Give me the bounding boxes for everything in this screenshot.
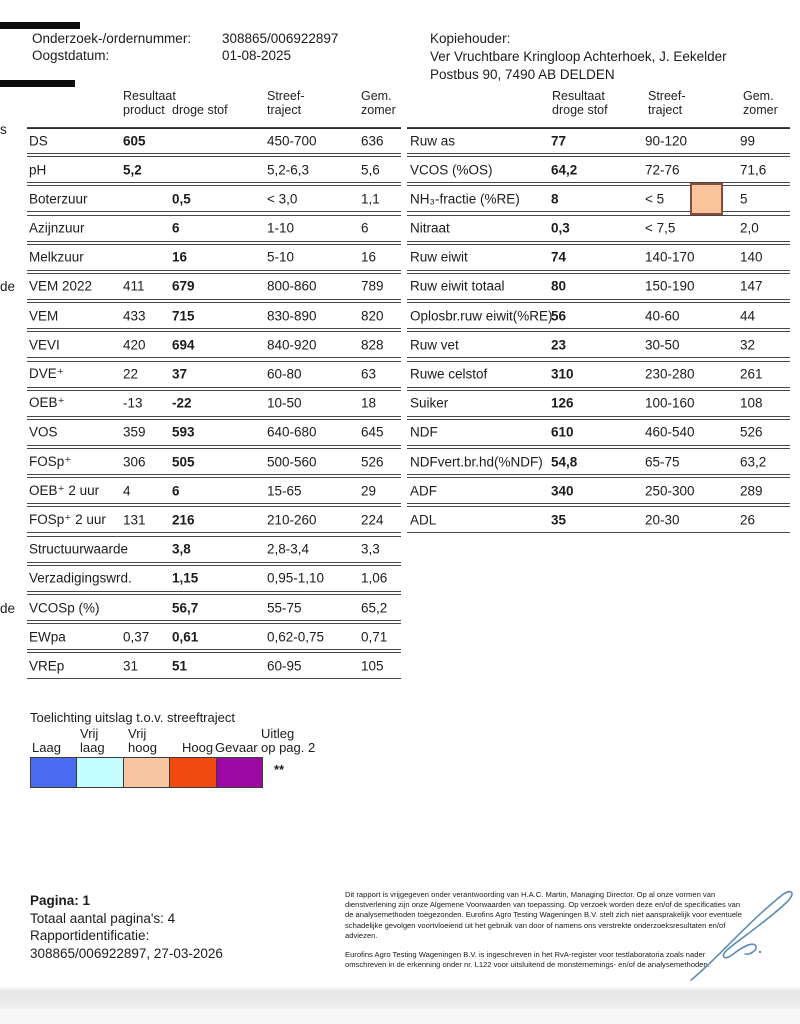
value-summer-average: 18 <box>361 395 377 411</box>
value-target-range: 60-80 <box>267 366 302 382</box>
value-target-range: 0,62-0,75 <box>267 629 325 645</box>
value-dry-matter: 593 <box>172 424 195 440</box>
harvest-date-value: 01-08-2025 <box>222 48 292 63</box>
copyholder-label: Kopiehouder: <box>430 31 511 46</box>
value-summer-average: 65,2 <box>361 600 388 615</box>
value-dry-matter: -22 <box>172 395 192 411</box>
row-label: Ruw vet <box>410 337 459 353</box>
value-target-range: 450-700 <box>267 133 317 148</box>
table-row <box>27 536 401 563</box>
value-target-range: 0,95-1,10 <box>267 570 325 586</box>
value-summer-average: 636 <box>361 133 384 148</box>
legend-swatches <box>30 757 263 788</box>
table-row <box>27 594 401 621</box>
row-label: OEB⁺ <box>29 395 65 411</box>
table-row <box>27 215 401 242</box>
table-row <box>407 302 790 329</box>
table-row <box>407 506 790 533</box>
table-row <box>27 361 401 388</box>
row-label: DVE⁺ <box>29 366 64 381</box>
value-target-range: 640-680 <box>267 424 317 440</box>
value-product: 5,2 <box>123 162 142 178</box>
row-label: Structuurwaarde <box>29 541 129 557</box>
legend-label-hoog-2: hoog <box>128 740 157 755</box>
value-dry-matter: 310 <box>551 366 574 382</box>
page-bottom-band <box>0 992 800 1009</box>
col-header-avg1: Gem. <box>361 89 392 103</box>
col-header-product: product <box>123 103 165 117</box>
total-pages: Totaal aantal pagina's: 4 <box>30 910 176 926</box>
col-header-avg1: Gem. <box>743 89 774 103</box>
value-target-range: < 7,5 <box>645 220 676 236</box>
value-dry-matter: 23 <box>551 337 567 353</box>
row-label: Oplosbr.ruw eiwit(%RE) <box>410 308 553 324</box>
value-dry-matter: 56,7 <box>172 600 199 615</box>
row-label: VCOS (%OS) <box>410 162 493 178</box>
signature-image <box>685 885 800 990</box>
col-header-target2: traject <box>648 103 683 117</box>
value-summer-average: 105 <box>361 658 384 674</box>
value-product: 31 <box>123 658 139 674</box>
legend-stars: ** <box>274 762 285 777</box>
value-dry-matter: 216 <box>172 512 195 528</box>
col-header-avg2: zomer <box>361 103 396 117</box>
row-label: Nitraat <box>410 220 450 236</box>
row-label: FOSp⁺ 2 uur <box>29 511 106 527</box>
table-row <box>27 127 401 154</box>
right-table-header <box>407 88 790 129</box>
legend-swatch-gevaar <box>216 757 264 788</box>
value-target-range: 55-75 <box>267 600 302 615</box>
table-row <box>27 331 401 358</box>
value-target-range: 72-76 <box>645 162 680 178</box>
left-table-header <box>27 88 401 129</box>
report-id-value: 308865/006922897, 27-03-2026 <box>30 945 223 961</box>
row-label: Verzadigingswrd. <box>29 570 132 586</box>
value-target-range: 800-860 <box>267 278 317 294</box>
value-summer-average: 789 <box>361 278 384 294</box>
value-product: 359 <box>123 424 146 440</box>
value-dry-matter: 8 <box>551 191 559 207</box>
value-product: 420 <box>123 337 146 353</box>
value-target-range: 15-65 <box>267 483 302 499</box>
value-summer-average: 108 <box>740 395 763 411</box>
page-bottom-area <box>0 1009 800 1024</box>
value-dry-matter: 3,8 <box>172 541 191 557</box>
value-dry-matter: 74 <box>551 249 567 265</box>
row-label: VOS <box>29 424 58 440</box>
value-summer-average: 140 <box>740 249 763 265</box>
copyholder-name: Ver Vruchtbare Kringloop Achterhoek, J. Eekelder <box>430 49 727 64</box>
value-target-range: 40-60 <box>645 308 680 324</box>
value-summer-average: 147 <box>740 278 763 294</box>
legend-label-gevaar: Gevaar <box>215 740 258 755</box>
value-target-range: 500-560 <box>267 454 317 470</box>
value-product: -13 <box>123 395 143 411</box>
value-product: 433 <box>123 308 146 324</box>
value-dry-matter: 16 <box>172 249 188 265</box>
row-label: FOSp⁺ <box>29 453 72 469</box>
value-target-range: 60-95 <box>267 658 302 674</box>
table-row <box>27 448 401 475</box>
copyholder-address: Postbus 90, 7490 AB DELDEN <box>430 67 615 82</box>
value-dry-matter: 54,8 <box>551 454 578 470</box>
table-row <box>27 506 401 533</box>
footer-page-block <box>30 892 223 962</box>
table-row <box>27 477 401 504</box>
row-label: pH <box>29 162 47 178</box>
value-summer-average: 1,06 <box>361 570 388 586</box>
table-row <box>407 390 790 417</box>
margin-fragment-1: s <box>0 122 7 137</box>
value-target-range: 250-300 <box>645 483 695 499</box>
value-summer-average: 3,3 <box>361 541 380 557</box>
table-row <box>407 477 790 504</box>
value-dry-matter: 56 <box>551 308 567 324</box>
cropped-black-bar-top <box>0 22 80 29</box>
legend-note-line1: Uitleg <box>261 726 295 741</box>
disclaimer-paragraph-2: Eurofins Agro Testing Wageningen B.V. is ingeschreven in het RvA-register voor testlaboratoria zoals nader omschreven in de erkenning onder nr. L122 voor uitsluitend de monsternemings- en/of de analysemethoden. <box>345 949 710 970</box>
row-label: VREp <box>29 658 65 674</box>
row-label: VEVI <box>29 337 60 353</box>
value-target-range: 140-170 <box>645 249 695 265</box>
col-header-dm: droge stof <box>552 103 608 117</box>
value-target-range: 20-30 <box>645 512 680 528</box>
row-label: ADF <box>410 483 437 499</box>
value-product: 0,37 <box>123 629 150 645</box>
value-dry-matter: 80 <box>551 278 567 294</box>
table-row <box>27 652 401 679</box>
value-summer-average: 63 <box>361 366 377 382</box>
value-product: 306 <box>123 454 146 470</box>
value-summer-average: 63,2 <box>740 454 767 470</box>
margin-fragment-3: de <box>0 601 16 616</box>
row-label: Ruw eiwit totaal <box>410 278 505 294</box>
table-row <box>407 185 790 212</box>
table-row <box>407 127 790 154</box>
value-target-range: 10-50 <box>267 395 302 411</box>
legend-swatch-vrij-laag <box>76 757 124 788</box>
col-header-target1: Streef- <box>648 89 686 103</box>
row-label: Ruw as <box>410 133 456 148</box>
value-target-range: 65-75 <box>645 454 680 470</box>
value-product: 411 <box>123 278 145 294</box>
legend-title: Toelichting uitslag t.o.v. streeftraject <box>30 710 235 725</box>
value-dry-matter: 1,15 <box>172 570 199 586</box>
value-dry-matter: 77 <box>551 133 567 148</box>
table-row <box>407 273 790 300</box>
value-dry-matter: 6 <box>172 220 180 236</box>
col-header-target1: Streef- <box>267 89 305 103</box>
page-number: Pagina: 1 <box>30 893 91 908</box>
table-row <box>407 244 790 271</box>
value-dry-matter: 0,61 <box>172 629 199 645</box>
row-label: NDFvert.br.hd(%NDF) <box>410 454 543 470</box>
value-summer-average: 99 <box>740 133 756 148</box>
col-header-avg2: zomer <box>743 103 778 117</box>
value-dry-matter: 679 <box>172 278 195 294</box>
col-header-target2: traject <box>267 103 302 117</box>
right-table-rows <box>407 127 790 536</box>
harvest-date-label: Oogstdatum: <box>32 48 110 63</box>
value-dry-matter: 0,3 <box>551 220 570 236</box>
value-summer-average: 526 <box>740 424 763 440</box>
table-row <box>407 419 790 446</box>
value-summer-average: 224 <box>361 512 384 528</box>
value-product: 4 <box>123 483 131 499</box>
value-target-range: 30-50 <box>645 337 680 353</box>
value-dry-matter: 6 <box>172 483 180 499</box>
value-summer-average: 5 <box>740 191 748 207</box>
table-row <box>27 390 401 417</box>
value-product: 605 <box>123 133 146 148</box>
table-row <box>407 156 790 183</box>
value-summer-average: 2,0 <box>740 220 759 236</box>
report-id-label: Rapportidentificatie: <box>30 928 150 943</box>
row-label: NDF <box>410 424 438 440</box>
row-label: VEM 2022 <box>29 278 93 294</box>
table-row <box>27 302 401 329</box>
row-label: OEB⁺ 2 uur <box>29 482 100 498</box>
value-dry-matter: 37 <box>172 366 188 382</box>
value-summer-average: 26 <box>740 512 756 528</box>
col-header-dm: droge stof <box>172 103 228 117</box>
value-dry-matter: 610 <box>551 424 574 440</box>
legend-swatch-vrij-hoog <box>123 757 171 788</box>
table-row <box>407 331 790 358</box>
status-marker-vrij_hoog <box>690 183 723 215</box>
value-dry-matter: 505 <box>172 454 195 470</box>
value-summer-average: 16 <box>361 249 377 265</box>
value-summer-average: 5,6 <box>361 162 380 178</box>
value-dry-matter: 694 <box>172 337 195 353</box>
legend-label-vrij-1: Vrij <box>80 726 99 741</box>
table-row <box>407 361 790 388</box>
table-row <box>27 156 401 183</box>
row-label: VEM <box>29 308 59 324</box>
row-label: EWpa <box>29 629 66 645</box>
col-header-result: Resultaat <box>552 89 605 103</box>
cropped-black-bar-second <box>0 80 75 87</box>
value-target-range: 460-540 <box>645 424 695 440</box>
row-label: Suiker <box>410 395 449 411</box>
value-summer-average: 71,6 <box>740 162 767 178</box>
value-target-range: 830-890 <box>267 308 317 324</box>
table-row <box>27 623 401 650</box>
value-target-range: 210-260 <box>267 512 317 528</box>
legend-label-hoog: Hoog <box>182 740 214 755</box>
value-target-range: 90-120 <box>645 133 688 148</box>
value-dry-matter: 0,5 <box>172 191 191 207</box>
value-product: 131 <box>123 512 146 528</box>
table-row <box>407 215 790 242</box>
legend-label-vrij-2: Vrij <box>128 726 147 741</box>
value-summer-average: 44 <box>740 308 756 324</box>
margin-fragment-2: de <box>0 279 16 294</box>
disclaimer-paragraph-1: Dit rapport is vrijgegeven onder verantwoording van H.A.C. Martin, Managing Director. Op al onze vormen van dienstverlening zijn onze Algemene Voorwaarden van toepassing. Op verzoek worden deze en/of de specificaties van de analysemethoden toegezonden. Eurofins Agro Testing Wageningen B.V. stelt zich niet aansprakelijk voor eventuele schadelijke gevolgen voortvloeiend uit het gebruik van door of namens ons verstrekte onderzoeksresultaten en/of adviezen. <box>345 890 742 940</box>
value-summer-average: 289 <box>740 483 763 499</box>
value-summer-average: 1,1 <box>361 191 380 207</box>
row-label: Azijnzuur <box>29 220 85 236</box>
legend-swatch-laag <box>30 757 78 788</box>
value-target-range: 230-280 <box>645 366 695 382</box>
value-target-range: 5,2-6,3 <box>267 162 310 178</box>
value-target-range: 5-10 <box>267 249 295 265</box>
value-dry-matter: 35 <box>551 512 567 528</box>
row-label: VCOSp (%) <box>29 600 100 615</box>
row-label: Melkzuur <box>29 249 84 265</box>
value-dry-matter: 64,2 <box>551 162 578 178</box>
legend-label-laag-2: laag <box>80 740 105 755</box>
row-label: Ruw eiwit <box>410 249 468 265</box>
table-row <box>27 244 401 271</box>
value-summer-average: 820 <box>361 308 384 324</box>
row-label: DS <box>29 133 48 148</box>
row-label: Boterzuur <box>29 191 88 207</box>
table-row <box>27 185 401 212</box>
value-target-range: < 5 <box>645 191 665 207</box>
row-label: ADL <box>410 512 437 528</box>
order-number-label: Onderzoek-/ordernummer: <box>32 31 192 46</box>
value-target-range: < 3,0 <box>267 191 298 207</box>
order-number-value: 308865/006922897 <box>222 31 339 46</box>
row-label: NH₃-fractie (%RE) <box>410 191 520 207</box>
value-product: 22 <box>123 366 139 382</box>
table-row <box>27 565 401 592</box>
legend-swatch-hoog <box>169 757 217 788</box>
value-summer-average: 32 <box>740 337 756 353</box>
value-dry-matter: 126 <box>551 395 574 411</box>
table-row <box>27 273 401 300</box>
value-target-range: 100-160 <box>645 395 695 411</box>
value-dry-matter: 51 <box>172 658 188 674</box>
value-dry-matter: 340 <box>551 483 574 499</box>
value-summer-average: 29 <box>361 483 377 499</box>
value-summer-average: 526 <box>361 454 384 470</box>
legend-note-line2: op pag. 2 <box>261 740 316 755</box>
row-label: Ruwe celstof <box>410 366 488 382</box>
value-target-range: 840-920 <box>267 337 317 353</box>
table-row <box>27 419 401 446</box>
col-header-result: Resultaat <box>123 89 176 103</box>
value-summer-average: 828 <box>361 337 384 353</box>
value-target-range: 2,8-3,4 <box>267 541 310 557</box>
value-target-range: 150-190 <box>645 278 695 294</box>
value-summer-average: 645 <box>361 424 384 440</box>
value-summer-average: 0,71 <box>361 629 388 645</box>
table-row <box>407 448 790 475</box>
legend-label-laag: Laag <box>32 740 61 755</box>
left-table-rows <box>27 127 401 682</box>
value-summer-average: 6 <box>361 220 369 236</box>
value-target-range: 1-10 <box>267 220 295 236</box>
value-dry-matter: 715 <box>172 308 195 324</box>
value-summer-average: 261 <box>740 366 763 382</box>
